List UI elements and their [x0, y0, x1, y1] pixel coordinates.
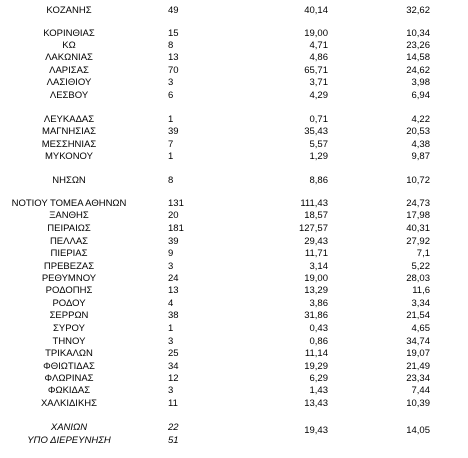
- table-row: [0, 28, 468, 40]
- value-a: 35,43: [304, 126, 328, 137]
- case-count: 9: [168, 248, 174, 259]
- value-b: 19,07: [406, 348, 430, 359]
- case-count: 4: [168, 298, 174, 309]
- table-row: [0, 361, 468, 373]
- region-name: ΛΑΡΙΣΑΣ: [49, 65, 89, 76]
- table-row: [0, 52, 468, 64]
- table-row: [0, 261, 468, 273]
- value-a: 0,71: [309, 114, 328, 125]
- region-name: ΜΥΚΟΝΟΥ: [45, 151, 93, 162]
- case-count: 39: [168, 126, 179, 137]
- region-name: ΛΑΣΙΘΙΟΥ: [46, 77, 92, 88]
- case-count: 1: [168, 114, 174, 125]
- table-row: [0, 139, 468, 151]
- region-name: ΛΕΣΒΟΥ: [49, 90, 89, 101]
- case-count: 3: [168, 385, 174, 396]
- value-a: 4,71: [309, 40, 328, 51]
- region-name: ΥΠΟ ΔΙΕΡΕΥΝΗΣΗ: [27, 435, 111, 446]
- case-count: 24: [168, 273, 179, 284]
- table-row: [0, 126, 468, 138]
- region-name: ΦΛΩΡΙΝΑΣ: [44, 373, 94, 384]
- value-a: 111,43: [300, 198, 328, 209]
- value-b: 3,34: [411, 298, 430, 309]
- value-b: 23,26: [406, 40, 430, 51]
- value-a: 31,86: [304, 310, 328, 321]
- table-row: [0, 323, 468, 335]
- case-count: 3: [168, 261, 174, 272]
- value-b: 14,05: [406, 425, 430, 436]
- value-b: 24,62: [406, 65, 430, 76]
- table-row: [0, 348, 468, 360]
- region-name: ΡΟΔΟΠΗΣ: [45, 285, 93, 296]
- value-b: 24,73: [406, 198, 430, 209]
- value-a: 0,86: [309, 336, 328, 347]
- value-a: 29,43: [304, 236, 328, 247]
- value-b: 10,34: [406, 28, 430, 39]
- table-row: [0, 336, 468, 348]
- table-row: [0, 40, 468, 52]
- value-a: 3,71: [309, 77, 328, 88]
- value-a: 1,29: [309, 151, 328, 162]
- region-name: ΧΑΛΚΙΔΙΚΗΣ: [40, 398, 98, 409]
- value-a: 18,57: [304, 210, 328, 221]
- case-count: 25: [168, 348, 179, 359]
- case-count: 3: [168, 77, 174, 88]
- region-name: ΦΩΚΙΔΑΣ: [47, 385, 91, 396]
- region-name: ΚΟΖΑΝΗΣ: [46, 5, 92, 16]
- value-b: 4,38: [411, 139, 430, 150]
- region-name: ΡΕΘΥΜΝΟΥ: [41, 273, 97, 284]
- table-row: [0, 310, 468, 322]
- case-count: 20: [168, 210, 179, 221]
- table-row: [0, 65, 468, 77]
- value-a: 11,14: [304, 348, 328, 359]
- table-row: [0, 5, 468, 17]
- table-row: [0, 151, 468, 163]
- table-row: [0, 398, 468, 410]
- value-a: 4,29: [309, 90, 328, 101]
- value-a: 19,29: [304, 361, 328, 372]
- case-count: 6: [168, 90, 174, 101]
- case-count: 51: [168, 435, 179, 446]
- case-count: 1: [168, 323, 174, 334]
- value-a: 19,00: [304, 273, 328, 284]
- region-name: ΡΟΔΟΥ: [52, 298, 86, 309]
- value-b: 3,98: [411, 77, 430, 88]
- case-count: 49: [168, 5, 179, 16]
- value-b: 17,98: [406, 210, 430, 221]
- value-b: 7,1: [416, 248, 430, 259]
- region-name: ΝΗΣΩΝ: [52, 175, 86, 186]
- table-row: [0, 422, 468, 434]
- value-b: 27,92: [406, 236, 430, 247]
- region-name: ΠΙΕΡΙΑΣ: [50, 248, 88, 259]
- case-count: 181: [168, 223, 184, 234]
- table-row: [0, 223, 468, 235]
- table-row: [0, 298, 468, 310]
- case-count: 12: [168, 373, 179, 384]
- case-count: 39: [168, 236, 179, 247]
- case-count: 7: [168, 139, 174, 150]
- value-b: 10,72: [406, 175, 430, 186]
- case-count: 13: [168, 52, 179, 63]
- value-a: 19,00: [304, 28, 328, 39]
- value-b: 10,39: [406, 398, 430, 409]
- table-row: [0, 198, 468, 210]
- table-row: [0, 373, 468, 385]
- value-b: 21,49: [406, 361, 430, 372]
- case-count: 8: [168, 40, 174, 51]
- region-name: ΚΩ: [62, 40, 76, 51]
- value-b: 32,62: [406, 5, 430, 16]
- value-b: 7,44: [411, 385, 430, 396]
- case-count: 70: [168, 65, 179, 76]
- value-b: 6,94: [411, 90, 430, 101]
- value-a: 13,43: [304, 398, 328, 409]
- region-name: ΝΟΤΙΟΥ ΤΟΜΕΑ ΑΘΗΝΩΝ: [11, 198, 127, 209]
- case-count: 8: [168, 175, 174, 186]
- case-count: 11: [168, 398, 178, 409]
- region-name: ΠΕΙΡΑΙΩΣ: [47, 223, 91, 234]
- value-a: 40,14: [304, 5, 328, 16]
- case-count: 3: [168, 336, 174, 347]
- value-a: 4,86: [309, 52, 328, 63]
- value-a: 5,57: [309, 139, 328, 150]
- region-name: ΛΑΚΩΝΙΑΣ: [45, 52, 93, 63]
- table-row: [0, 236, 468, 248]
- region-name: ΛΕΥΚΑΔΑΣ: [43, 114, 95, 125]
- value-a: 127,57: [298, 223, 328, 234]
- table-row: [0, 114, 468, 126]
- table-row: [0, 175, 468, 187]
- case-count: 13: [168, 285, 179, 296]
- table-row: [0, 248, 468, 260]
- value-a: 65,71: [304, 65, 328, 76]
- table-row: [0, 210, 468, 222]
- case-count: 34: [168, 361, 179, 372]
- value-a: 8,86: [309, 175, 328, 186]
- table-row: [0, 273, 468, 285]
- value-a: 11,71: [304, 248, 328, 259]
- value-b: 34,74: [406, 336, 430, 347]
- table-row: [0, 77, 468, 89]
- value-b: 11,6: [412, 285, 430, 296]
- table-row: [0, 435, 468, 447]
- value-b: 14,58: [406, 52, 430, 63]
- region-name: ΤΗΝΟΥ: [52, 336, 86, 347]
- value-b: 21,54: [406, 310, 430, 321]
- value-b: 4,22: [411, 114, 430, 125]
- region-name: ΤΡΙΚΑΛΩΝ: [45, 348, 93, 359]
- case-count: 15: [168, 28, 179, 39]
- table-row: [0, 90, 468, 102]
- table-row: [0, 385, 468, 397]
- region-name: ΦΘΙΩΤΙΔΑΣ: [43, 361, 95, 372]
- case-count: 38: [168, 310, 179, 321]
- value-b: 9,87: [411, 151, 430, 162]
- value-a: 13,29: [304, 285, 328, 296]
- region-name: ΧΑΝΙΩΝ: [50, 422, 88, 433]
- region-name: ΚΟΡΙΝΘΙΑΣ: [43, 28, 95, 39]
- table-row: [0, 285, 468, 297]
- value-b: 28,03: [406, 273, 430, 284]
- value-a: 19,43: [304, 425, 328, 436]
- region-name: ΞΑΝΘΗΣ: [49, 210, 89, 221]
- value-a: 1,43: [309, 385, 328, 396]
- case-count: 131: [168, 198, 184, 209]
- case-count: 22: [168, 422, 179, 433]
- case-count: 1: [168, 151, 174, 162]
- value-a: 3,14: [309, 261, 328, 272]
- value-a: 6,29: [309, 373, 328, 384]
- region-name: ΜΕΣΣΗΝΙΑΣ: [41, 139, 97, 150]
- region-name: ΣΥΡΟΥ: [53, 323, 85, 334]
- value-b: 40,31: [406, 223, 430, 234]
- region-name: ΠΡΕΒΕΖΑΣ: [43, 261, 95, 272]
- region-name: ΣΕΡΡΩΝ: [49, 310, 89, 321]
- region-name: ΠΕΛΛΑΣ: [49, 236, 89, 247]
- value-a: 0,43: [309, 323, 328, 334]
- value-b: 4,65: [411, 323, 430, 334]
- value-a: 3,86: [309, 298, 328, 309]
- value-b: 5,22: [411, 261, 430, 272]
- region-name: ΜΑΓΝΗΣΙΑΣ: [42, 126, 96, 137]
- value-b: 23,34: [406, 373, 430, 384]
- value-b: 20,53: [406, 126, 430, 137]
